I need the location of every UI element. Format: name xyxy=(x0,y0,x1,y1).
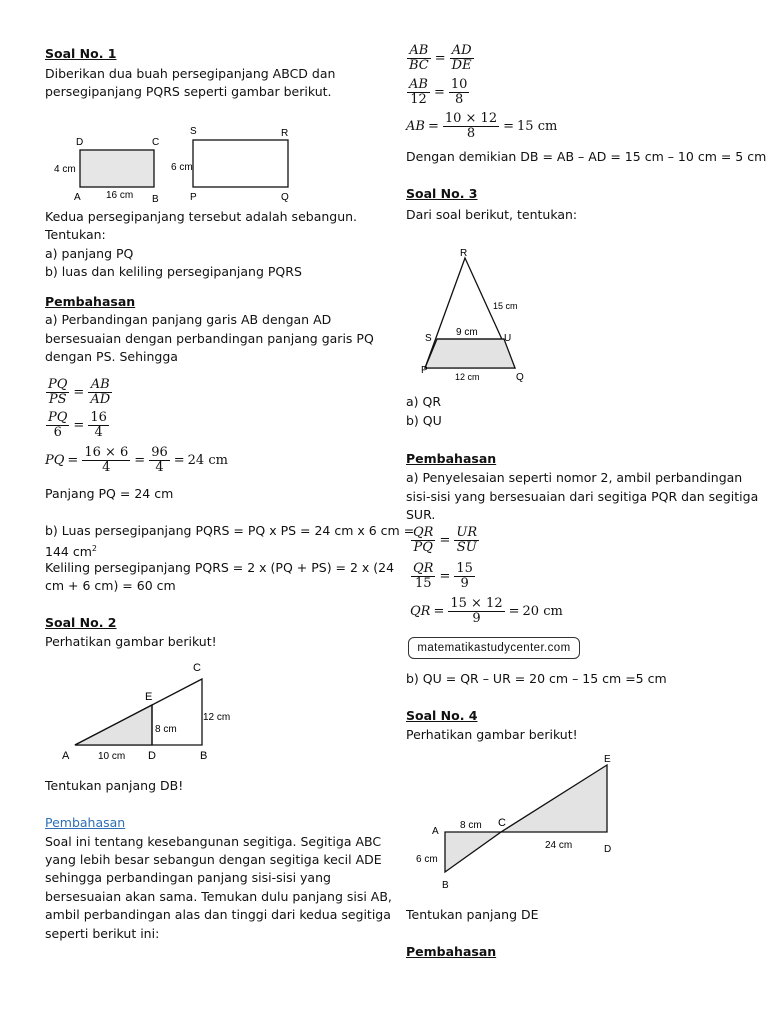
equation-7: $\frac{QR}{PQ}$ = $\frac{UR}{SU}$ xyxy=(413,525,478,555)
figure-triangles-4 xyxy=(412,750,622,895)
pembahasan-2-text: yang lebih besar sebangun dengan segitiga kecil ADE xyxy=(45,852,382,867)
equation-9: QR = $\frac{15 \times 12}{9}$ = 20 cm xyxy=(410,596,563,626)
figure-triangle-abc xyxy=(60,655,250,765)
label-b: B xyxy=(200,750,208,762)
label-6cm: 6 cm xyxy=(416,854,438,865)
soal-4-text: Tentukan panjang DE xyxy=(406,907,539,922)
soal-1-text: Kedua persegipanjang tersebut adalah sebangun. xyxy=(45,209,358,224)
label-a: A xyxy=(74,192,81,203)
trapezoid-psuq xyxy=(425,339,515,368)
soal-2-text: Perhatikan gambar berikut! xyxy=(45,634,217,649)
label-d: D xyxy=(148,750,156,762)
soal-3-text: a) QR xyxy=(406,394,442,409)
label-c: C xyxy=(193,662,201,674)
label-10cm: 10 cm xyxy=(98,751,126,762)
soal-3-text: Dari soal berikut, tentukan: xyxy=(406,207,578,222)
equation-6: AB = $\frac{10 \times 12}{8}$ = 15 cm xyxy=(406,111,558,141)
equation-5: $\frac{AB}{12}$ = $\frac{10}{8}$ xyxy=(409,77,468,107)
pembahasan-2-text: sehingga perbandingan panjang sisi-sisi yang xyxy=(45,870,331,885)
watermark-label: matematikastudycenter.com xyxy=(408,637,580,659)
label-16cm: 16 cm xyxy=(106,190,134,201)
soal-3-text: b) QU xyxy=(406,413,442,428)
label-b: B xyxy=(442,880,449,891)
label-a: A xyxy=(432,826,439,837)
label-b: B xyxy=(152,194,159,205)
label-r: R xyxy=(281,128,289,139)
label-d: D xyxy=(604,844,612,855)
pembahasan-4-title: Pembahasan xyxy=(406,944,497,959)
soal-1-text: a) panjang PQ xyxy=(45,246,134,261)
pembahasan-2-text: seperti berikut ini: xyxy=(45,926,160,941)
pembahasan-2-text: bersesuaian akan sama. Temukan dulu panjang sisi AB, xyxy=(45,889,392,904)
rect-abcd xyxy=(80,150,154,187)
equation-8: $\frac{QR}{15}$ = $\frac{15}{9}$ xyxy=(413,561,473,591)
pembahasan-1-text: Keliling persegipanjang PQRS = 2 x (PQ + PS) = 2 x (24 xyxy=(45,560,395,575)
label-s: S xyxy=(190,126,197,137)
label-c: C xyxy=(498,817,506,829)
pembahasan-1-text: 144 $cm^2$ xyxy=(45,544,97,560)
soal-1-text: Diberikan dua buah persegipanjang ABCD dan xyxy=(45,66,336,81)
equation-4: $\frac{AB}{BC}$ = $\frac{AD}{DE}$ xyxy=(409,43,472,73)
label-6cm: 6 cm xyxy=(171,162,193,173)
label-8cm: 8 cm xyxy=(460,820,482,831)
pembahasan-1-text: bersesuaian dengan perbandingan panjang garis PQ xyxy=(45,331,374,346)
label-12cm: 12 cm xyxy=(203,712,231,723)
pembahasan-1-text: a) Perbandingan panjang garis AB dengan AD xyxy=(45,312,332,327)
soal-1-text: b) luas dan keliling persegipanjang PQRS xyxy=(45,264,302,279)
label-p: P xyxy=(190,192,197,203)
soal-2-title: Soal No. 2 xyxy=(45,615,117,630)
soal-3-title: Soal No. 3 xyxy=(406,186,478,201)
pembahasan-2-result: Dengan demikian DB = AB – AD = 15 cm – 10 cm = 5 cm xyxy=(406,149,767,164)
label-d: D xyxy=(76,137,84,148)
label-p: P xyxy=(421,365,428,376)
label-a: A xyxy=(62,750,70,762)
label-8cm: 8 cm xyxy=(155,724,177,735)
equation-2: $\frac{PQ}{6}$ = $\frac{16}{4}$ xyxy=(48,410,107,440)
pembahasan-1-title: Pembahasan xyxy=(45,294,136,309)
soal-1-text: Tentukan: xyxy=(45,227,106,242)
triangle-ade xyxy=(75,705,152,745)
label-e: E xyxy=(604,754,611,765)
pembahasan-3-title: Pembahasan xyxy=(406,451,497,466)
label-r: R xyxy=(460,248,468,259)
pembahasan-3-text: a) Penyelesaian seperti nomor 2, ambil perbandingan xyxy=(406,470,743,485)
pembahasan-3-text: b) QU = QR – UR = 20 cm – 15 cm =5 cm xyxy=(406,671,667,686)
label-e: E xyxy=(145,691,153,703)
label-c: C xyxy=(152,137,160,148)
soal-1-text: persegipanjang PQRS seperti gambar berikut. xyxy=(45,84,332,99)
pembahasan-3-text: sisi-sisi yang bersesuaian dari segitiga PQR dan segitiga xyxy=(406,489,759,504)
rect-pqrs xyxy=(193,140,288,187)
pembahasan-1-text: cm + 6 cm) = 60 cm xyxy=(45,578,176,593)
soal-2-text: Tentukan panjang DB! xyxy=(45,778,184,793)
figure-triangle-pqr xyxy=(415,240,545,385)
label-u: U xyxy=(504,333,512,344)
label-4cm: 4 cm xyxy=(54,164,76,175)
pembahasan-1-text: b) Luas persegipanjang PQRS = PQ x PS = 24 cm x 6 cm = xyxy=(45,523,415,538)
equation-3: PQ = $\frac{16 \times 6}{4}$ = $\frac{96}{4}$ = 24 cm xyxy=(45,445,228,475)
soal-1-title: Soal No. 1 xyxy=(45,46,117,61)
triangle-abc xyxy=(445,832,501,872)
pembahasan-3-text: SUR. xyxy=(406,507,436,522)
soal-4-title: Soal No. 4 xyxy=(406,708,478,723)
label-12cm: 12 cm xyxy=(455,372,480,382)
figure-rectangles xyxy=(40,120,310,210)
label-15cm: 15 cm xyxy=(493,301,518,311)
label-9cm: 9 cm xyxy=(456,327,478,338)
pembahasan-1-text: Panjang PQ = 24 cm xyxy=(45,486,174,501)
label-s: S xyxy=(425,333,432,344)
pembahasan-1-text: dengan PS. Sehingga xyxy=(45,349,178,364)
label-24cm: 24 cm xyxy=(545,840,573,851)
equation-1: $\frac{PQ}{PS}$ = $\frac{AB}{AD}$ xyxy=(48,377,111,407)
pembahasan-2-title: Pembahasan xyxy=(45,815,126,830)
pembahasan-2-text: ambil perbandingan alas dan tinggi dari kedua segitiga xyxy=(45,907,391,922)
pembahasan-2-text: Soal ini tentang kesebangunan segitiga. Segitiga ABC xyxy=(45,834,382,849)
label-q: Q xyxy=(516,372,524,383)
soal-4-text: Perhatikan gambar berikut! xyxy=(406,727,578,742)
triangle-cde xyxy=(501,765,607,832)
label-q: Q xyxy=(281,192,289,203)
